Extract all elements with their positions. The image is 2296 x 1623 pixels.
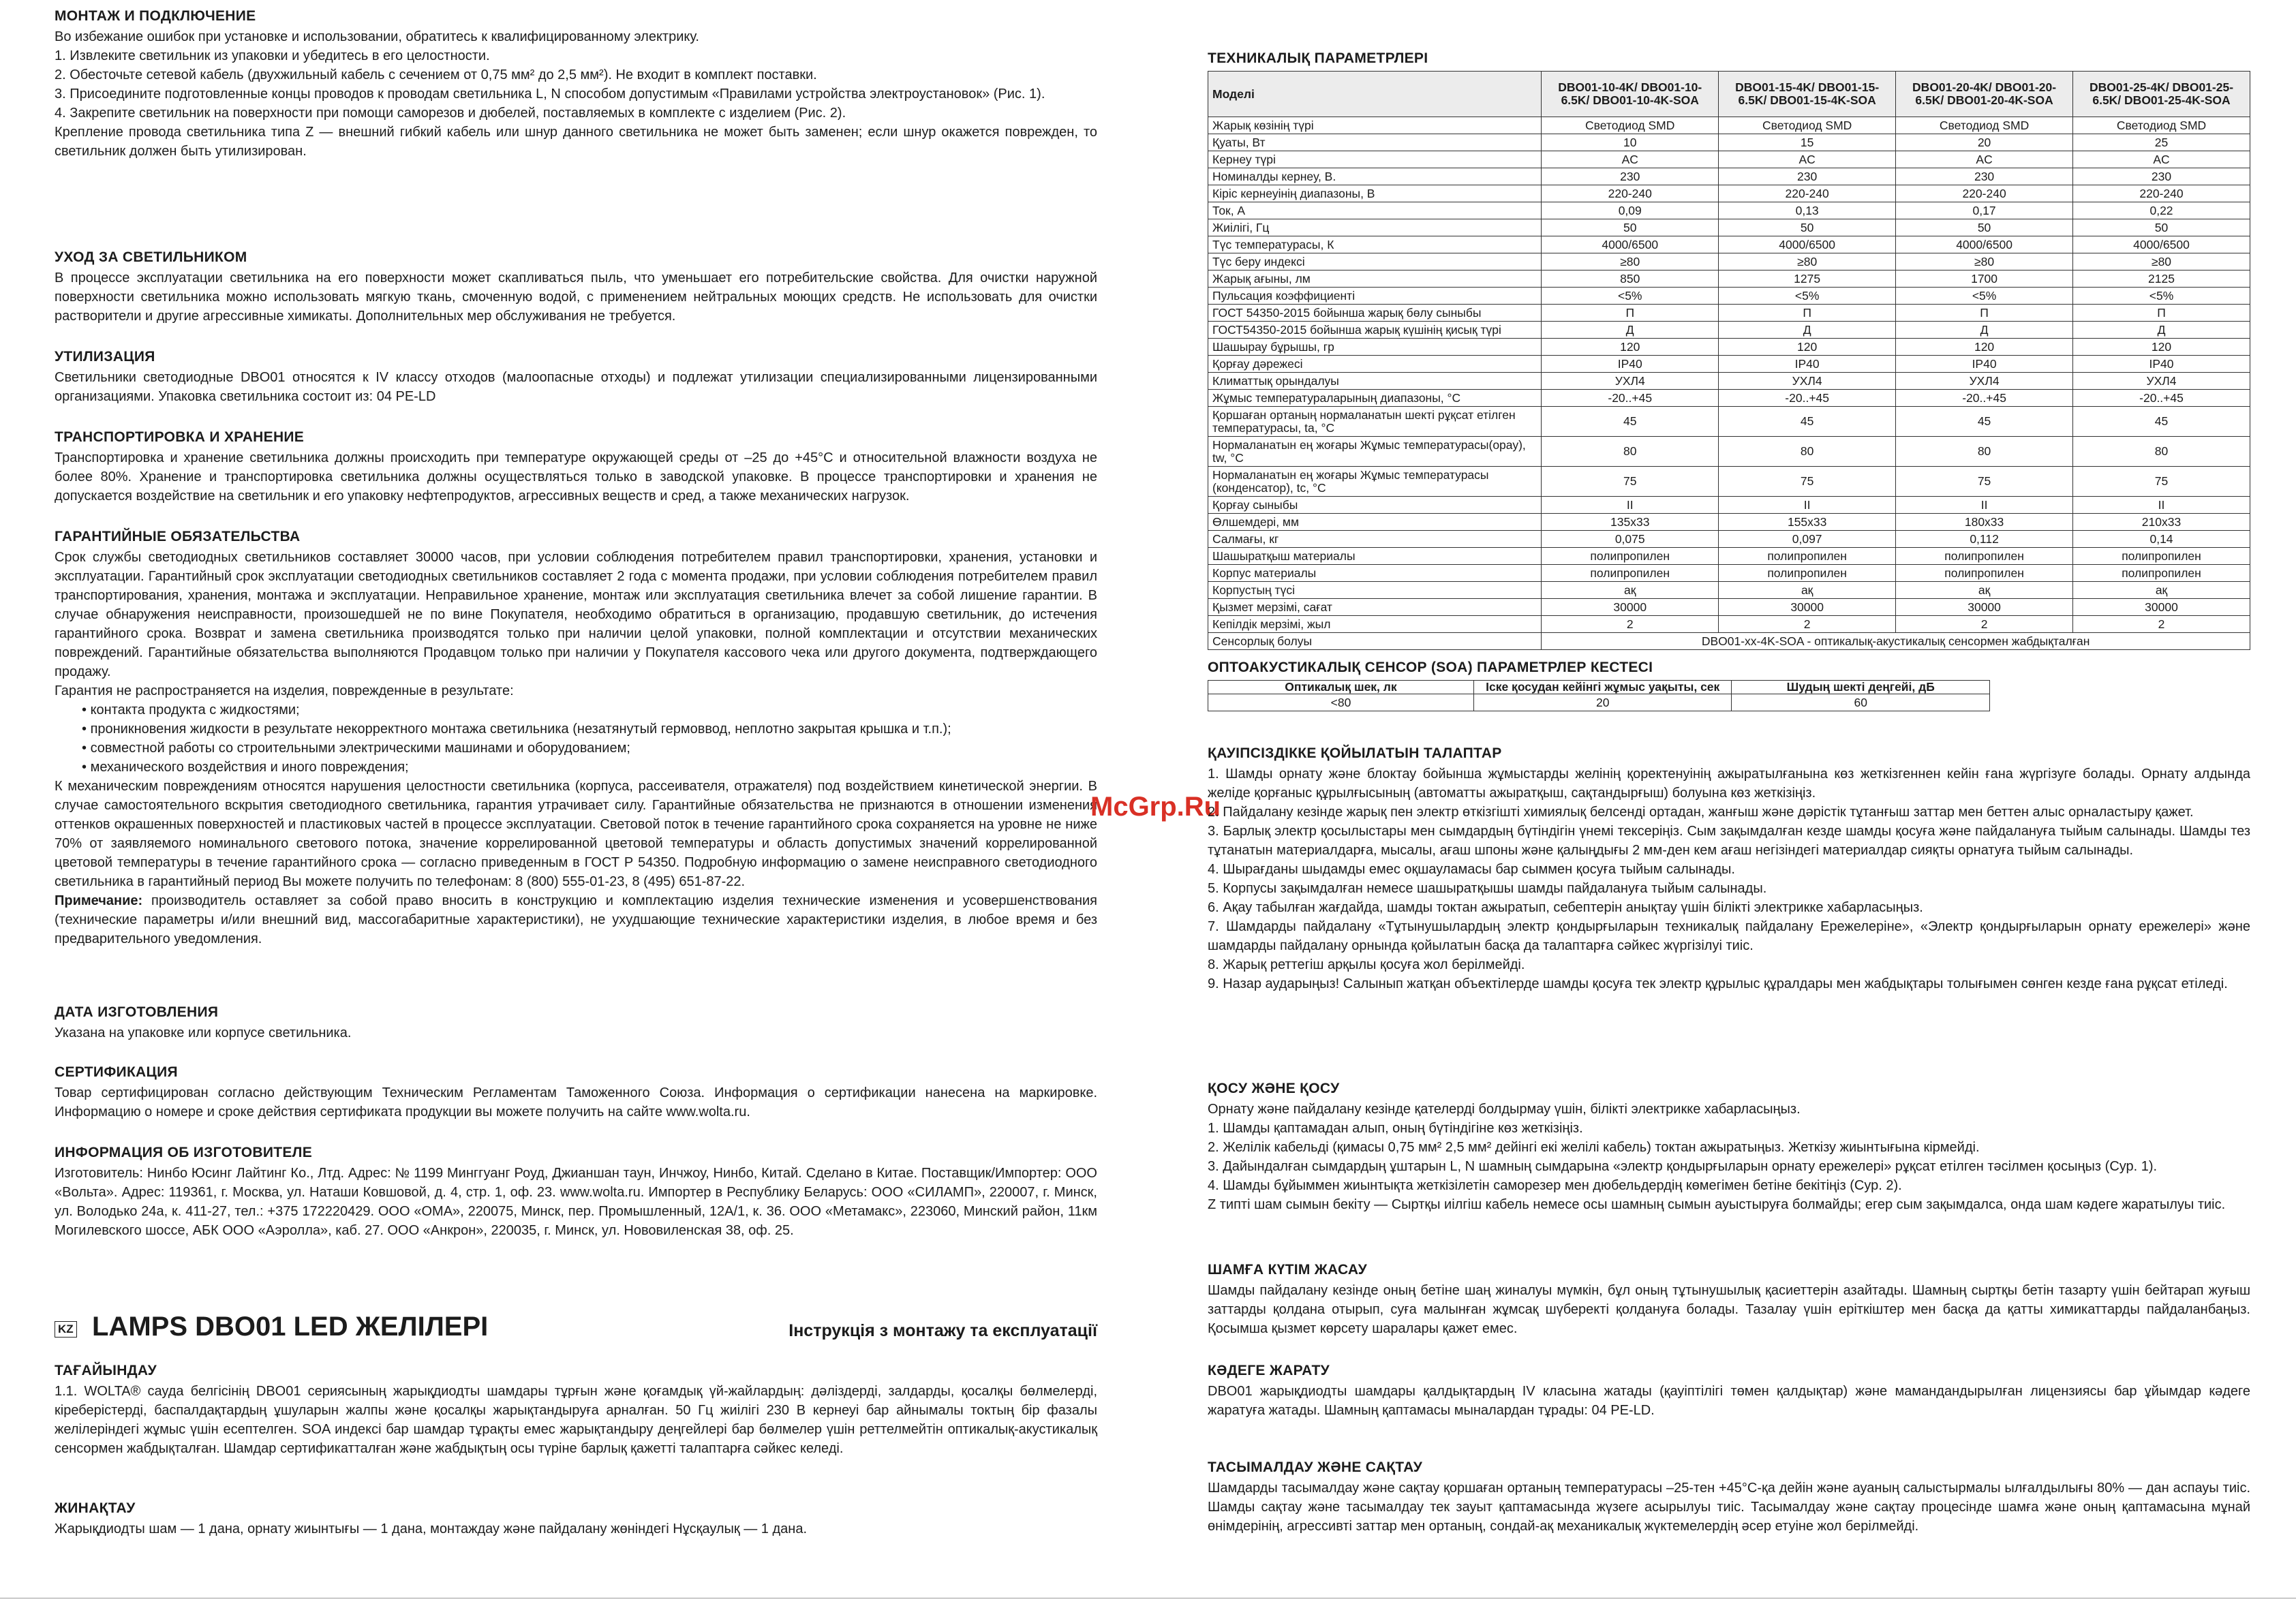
table-cell: <5%	[1542, 288, 1719, 305]
table-row	[1208, 117, 2250, 134]
soa-table	[1208, 680, 1990, 711]
table-row	[1208, 497, 2250, 514]
header-cell: DBO01-15-4K/ DBO01-15-6.5K/ DBO01-15-4K-SOA	[1719, 72, 1896, 117]
table-cell: УХЛ4	[2073, 373, 2250, 390]
table-cell: II	[1896, 497, 2073, 514]
table-cell: 15	[1719, 134, 1896, 151]
list-item: • совместной работы со строительными электрическими машинами и оборудованием;	[82, 739, 1097, 758]
table-cell: 20	[1896, 134, 2073, 151]
table-cell: <5%	[1719, 288, 1896, 305]
table-cell: 0,17	[1896, 202, 2073, 219]
table-row	[1208, 437, 2250, 467]
kz-subtitle: Інструкція з монтажу та експлуатації	[789, 1321, 1097, 1340]
watermark: McGrp.Ru	[1090, 792, 1221, 822]
table-row	[1208, 582, 2250, 599]
section-sert	[55, 1064, 1097, 1122]
row-label: Нормаланатын ең жоғары Жұмыс температурасы(орау), tw, °С	[1208, 437, 1542, 467]
table-cell: IP40	[1896, 356, 2073, 373]
section-zhinaktau	[55, 1500, 1097, 1539]
table-cell: 155x33	[1719, 514, 1896, 531]
table-cell: Светодиод SMD	[1719, 117, 1896, 134]
section-title: ҚАУІПСІЗДІККЕ ҚОЙЫЛАТЫН ТАЛАПТАР	[1208, 745, 1502, 761]
table-row	[1208, 322, 2250, 339]
section-garantiya	[55, 529, 1097, 948]
section-utilizaciya	[55, 349, 1097, 406]
table-row	[1208, 694, 1990, 711]
table-cell: 45	[1542, 407, 1719, 437]
header-cell: Оптикалық шек, лк	[1208, 681, 1474, 694]
table-cell: AC	[1542, 151, 1719, 168]
paragraph: Товар сертифицирован согласно действующим Техническим Регламентам Таможенного Союза. Информация о сертификации нанесена на маркировке. Информацию о номере и сроке действия сертификата продукции вы можете получить на сайте www.wolta.ru.	[55, 1085, 1097, 1119]
table-cell: 4000/6500	[1896, 236, 2073, 253]
table-cell: DBO01-xx-4K-SOA - оптикалық-акустикалық сенсормен жабдықталған	[1542, 633, 2250, 650]
section-info	[55, 1145, 1097, 1240]
section-title: ЖИНАҚТАУ	[55, 1500, 136, 1516]
table-row	[1208, 616, 2250, 633]
paragraph: 3. Барлық электр қосылыстары мен сымдардың бүтіндігін үнемі тексеріңіз. Сым зақымдалған кезде шамды қосуға және пайдалануға тыйым салынады. Шамды тез тұтанатын материалдарға, мысалы, ағаш шпоны және қалыңдығы 2 мм-ден кем ағаш негізіндегі материалдар сияқты орнатуға тыйым салынады.	[1208, 824, 2250, 858]
table-cell: ≥80	[2073, 253, 2250, 270]
section-title: УТИЛИЗАЦИЯ	[55, 349, 155, 365]
table-cell: полипропилен	[1542, 565, 1719, 582]
row-label: Жарық ағыны, лм	[1208, 270, 1542, 288]
row-label: Климаттық орындалуы	[1208, 373, 1542, 390]
table-cell: 0,075	[1542, 531, 1719, 548]
row-label: Номиналды кернеу, В.	[1208, 168, 1542, 185]
tech-table	[1208, 71, 2250, 650]
row-label: ГОСТ 54350-2015 бойынша жарық бөлу сыныбы	[1208, 305, 1542, 322]
table-cell: УХЛ4	[1896, 373, 2073, 390]
table-cell: Д	[1542, 322, 1719, 339]
table-cell: 2	[2073, 616, 2250, 633]
table-cell: IP40	[1719, 356, 1896, 373]
row-label: Кіріс кернеуінің диапазоны, В	[1208, 185, 1542, 202]
table-row	[1208, 253, 2250, 270]
row-label: ГОСТ54350-2015 бойынша жарық күшінің қисық түрі	[1208, 322, 1542, 339]
table-row	[1208, 168, 2250, 185]
table-cell: 4000/6500	[1719, 236, 1896, 253]
section-title: ТАҒАЙЫНДАУ	[55, 1363, 157, 1378]
section-soa	[1208, 660, 2250, 711]
paragraph: 4. Закрепите светильник на поверхности при помощи саморезов и дюбелей, поставляемых в комплекте с изделием (Рис. 2).	[55, 106, 846, 121]
section-title: ОПТОАКУСТИКАЛЫҚ СЕНСОР (SOA) ПАРАМЕТРЛЕР КЕСТЕСІ	[1208, 660, 1653, 675]
table-cell: 30000	[1719, 599, 1896, 616]
paragraph: 2. Обесточьте сетевой кабель (двухжильный кабель с сечением от 0,75 мм² до 2,5 мм²). Не входит в комплект поставки.	[55, 67, 817, 82]
table-cell: 220-240	[1896, 185, 2073, 202]
list-item: • контакта продукта с жидкостями;	[82, 700, 1097, 720]
table-cell: 220-240	[2073, 185, 2250, 202]
paragraph: 2. Желілік кабельді (қимасы 0,75 мм² 2,5 мм² дейінгі екі желілі кабель) токтан ажыратыңыз. Жеткізу жиынтығына кірмейді.	[1208, 1140, 1980, 1155]
table-cell: 4000/6500	[1542, 236, 1719, 253]
table-cell: П	[1719, 305, 1896, 322]
bullet-list	[55, 700, 1097, 777]
table-cell: 45	[1719, 407, 1896, 437]
table-cell: -20..+45	[1542, 390, 1719, 407]
section-title: ТАСЫМАЛДАУ ЖӘНЕ САҚТАУ	[1208, 1459, 1423, 1475]
table-cell: полипропилен	[1719, 548, 1896, 565]
table-cell: AC	[1719, 151, 1896, 168]
section-title: КӘДЕГЕ ЖАРАТУ	[1208, 1363, 1330, 1378]
section-tech	[1208, 50, 2250, 650]
table-cell: 230	[1542, 168, 1719, 185]
section-tagaiyndau	[55, 1363, 1097, 1458]
paragraph: 1. Шамды орнату және блоктау бойынша жұмыстарды желінің қоректенуінің ажыратылғанына көз жеткізгеннен кейін ғана жүргізуге болады. Орнату алдында желіде қорғаныс құрылғысының (автоматты ажыратқыш, сақтандырғыш) болуына көз жеткізіңіз.	[1208, 767, 2250, 801]
paragraph: Транспортировка и хранение светильника должны происходить при температуре окружающей среды от –25 до +45°С и относительной влажности воздуха не более 80%. Хранение и транспортировка светильника должны осуществляться только в заводской упаковке. В процессе транспортировки и хранения не допускается воздействие на светильник и его упаковку нефтепродуктов, агрессивных веществ и сред, а также механических нагрузок.	[55, 450, 1097, 504]
table-cell: 75	[1719, 467, 1896, 497]
table-cell: 75	[1896, 467, 2073, 497]
table-cell: 80	[1542, 437, 1719, 467]
table-row	[1208, 219, 2250, 236]
kz-badge: KZ	[55, 1321, 77, 1338]
table-cell: 2125	[2073, 270, 2250, 288]
table-cell: УХЛ4	[1719, 373, 1896, 390]
table-cell: 45	[2073, 407, 2250, 437]
section-title: ДАТА ИЗГОТОВЛЕНИЯ	[55, 1004, 219, 1020]
paragraph: Во избежание ошибок при установке и использовании, обратитесь к квалифицированному электрику.	[55, 29, 699, 44]
table-cell: 1700	[1896, 270, 2073, 288]
table-cell: УХЛ4	[1542, 373, 1719, 390]
table-cell: 120	[1719, 339, 1896, 356]
table-row	[1208, 548, 2250, 565]
table-cell: ≥80	[1542, 253, 1719, 270]
table-cell: 75	[2073, 467, 2250, 497]
table-cell: 135x33	[1542, 514, 1719, 531]
section-montazh	[55, 8, 1097, 161]
section-title: УХОД ЗА СВЕТИЛЬНИКОМ	[55, 249, 247, 265]
table-cell: 1275	[1719, 270, 1896, 288]
table-cell: 20	[1473, 694, 1732, 711]
row-label: Түс температурасы, К	[1208, 236, 1542, 253]
section-title: ГАРАНТИЙНЫЕ ОБЯЗАТЕЛЬСТВА	[55, 529, 301, 544]
table-row	[1208, 305, 2250, 322]
table-cell: ақ	[1542, 582, 1719, 599]
table-header-row	[1208, 681, 1990, 694]
section-kadege	[1208, 1363, 2250, 1420]
section-transport	[55, 429, 1097, 506]
table-row	[1208, 134, 2250, 151]
row-label: Қызмет мерзімі, сағат	[1208, 599, 1542, 616]
table-cell: 120	[1542, 339, 1719, 356]
table-cell: П	[1542, 305, 1719, 322]
table-cell: полипропилен	[2073, 565, 2250, 582]
row-label: Жарық көзінің түрі	[1208, 117, 1542, 134]
table-row	[1208, 356, 2250, 373]
table-cell: 50	[1719, 219, 1896, 236]
section-title: МОНТАЖ И ПОДКЛЮЧЕНИЕ	[55, 8, 256, 24]
section-title: ҚОСУ ЖӘНЕ ҚОСУ	[1208, 1081, 1340, 1096]
table-row	[1208, 514, 2250, 531]
table-cell: ақ	[2073, 582, 2250, 599]
paragraph: 3. Присоедините подготовленные концы проводов к проводам светильника L, N способом допустимым «Правилами устройства электроустановок» (Рис. 1).	[55, 87, 1045, 102]
table-cell: AC	[2073, 151, 2250, 168]
paragraph: Шамдарды тасымалдау және сақтау қоршаған ортаның температурасы –25-тен +45°С-қа дейін және ауаның салыстырмалы ылғалдылығы 80% — дан аспауы тиіс. Шамды сақтау және тасымалдау тек зауыт қаптамасында жүзеге асырылуы тиіс. Тасымалдау және сақтау процесінде шамға және оның қаптамасына мұнай өнімдерінің, агрессивті заттар мен ортаның, сондай-ақ механикалық жүктемелердің әсер етуіне жол берілмейді.	[1208, 1481, 2250, 1534]
paragraph: К механическим повреждениям относятся нарушения целостности светильника (корпуса, рассеивателя, отражателя) под воздействием кинетической энергии. В случае самостоятельного вскрытия светодиодного светильника, гарантия утрачивает силу. Гарантийные обязательства не признаются в отношении изменения оттенков окрашенных поверхностей и пластиковых частей в процессе эксплуатации. Световой поток в течение гарантийного срока сохраняется на уровне не ниже 70% от заявляемого номинального светового потока, значение коррелированной цветовой температуры и область допустимых значений коррелированной цветовой температуры в течение гарантийного срока — согласно приведенным в ГОСТ Р 54350. Подробную информацию о замене неисправного светодиодного светильника в гарантийный период Вы можете получить по телефонам: 8 (800) 555-01-23, 8 (495) 651-87-22.	[55, 779, 1097, 889]
table-cell: полипропилен	[1896, 565, 2073, 582]
table-row	[1208, 339, 2250, 356]
paragraph: 3. Дайындалған сымдардың ұштарын L, N шамның сымдарына «электр қондырғыларын орнату ережелері» рұқсат етілген тәсілмен қосыңыз (Сур. 1).	[1208, 1159, 2158, 1174]
table-cell: 10	[1542, 134, 1719, 151]
section-kutim	[1208, 1262, 2250, 1338]
paragraph: 4. Шырағданы шыдамды емес оқшауламасы бар сыммен қосуға тыйым салынады.	[1208, 862, 1735, 877]
tech-table-body	[1208, 72, 2250, 650]
header-cell: DBO01-10-4K/ DBO01-10-6.5K/ DBO01-10-4K-SOA	[1542, 72, 1719, 117]
header-cell: DBO01-25-4K/ DBO01-25-6.5K/ DBO01-25-4K-SOA	[2073, 72, 2250, 117]
row-label: Корпустың түсі	[1208, 582, 1542, 599]
table-cell: 0,22	[2073, 202, 2250, 219]
table-cell: 120	[2073, 339, 2250, 356]
table-cell: П	[1896, 305, 2073, 322]
table-cell: 80	[2073, 437, 2250, 467]
table-cell: 0,097	[1719, 531, 1896, 548]
row-label: Сенсорлық болуы	[1208, 633, 1542, 650]
paragraph: Крепление провода светильника типа Z — внешний гибкий кабель или шнур данного светильника не может быть заменен; если шнур окажется поврежден, то светильник должен быть утилизирован.	[55, 125, 1097, 159]
row-label: Жұмыс температураларының диапазоны, °С	[1208, 390, 1542, 407]
table-cell: 30000	[2073, 599, 2250, 616]
table-row	[1208, 202, 2250, 219]
paragraph: В процессе эксплуатации светильника на его поверхности может скапливаться пыль, что уменьшает его потребительские свойства. Для очистки наружной поверхности светильника можно использовать мягкую ткань, смоченную водой, с применением нейтральных моющих средств. Не использовать для очистки растворители и другие агрессивные химикаты. Дополнительных мер обслуживания не требуется.	[55, 270, 1097, 324]
table-cell: 850	[1542, 270, 1719, 288]
row-label: Қорғау дәрежесі	[1208, 356, 1542, 373]
header-cell: Моделі	[1208, 72, 1542, 117]
paragraph: Гарантия не распространяется на изделия, поврежденные в результате:	[55, 683, 514, 698]
row-label: Кернеу түрі	[1208, 151, 1542, 168]
table-cell: полипропилен	[1719, 565, 1896, 582]
table-cell: ақ	[1719, 582, 1896, 599]
row-label: Қуаты, Вт	[1208, 134, 1542, 151]
list-item: • механического воздействия и иного повреждения;	[82, 758, 1097, 777]
table-cell: -20..+45	[2073, 390, 2250, 407]
section-title: ТРАНСПОРТИРОВКА И ХРАНЕНИЕ	[55, 429, 305, 445]
table-cell: 50	[1896, 219, 2073, 236]
table-cell: П	[2073, 305, 2250, 322]
table-cell: <5%	[2073, 288, 2250, 305]
table-cell: IP40	[1542, 356, 1719, 373]
table-cell: 220-240	[1542, 185, 1719, 202]
table-cell: ≥80	[1719, 253, 1896, 270]
table-cell: -20..+45	[1719, 390, 1896, 407]
paragraph: 9. Назар аударыңыз! Салынып жатқан объектілерде шамды қосуға тек электр құрылыс құралдары мен жабдықтары толығымен сөнген кезде ғана рұқсат етіледі.	[1208, 976, 2228, 991]
table-cell: ≥80	[1896, 253, 2073, 270]
section-title: ИНФОРМАЦИЯ ОБ ИЗГОТОВИТЕЛЕ	[55, 1145, 313, 1160]
table-cell: 4000/6500	[2073, 236, 2250, 253]
row-label: Корпус материалы	[1208, 565, 1542, 582]
table-cell: 2	[1719, 616, 1896, 633]
table-cell: IP40	[2073, 356, 2250, 373]
paragraph: Светильники светодиодные DBO01 относятся к IV классу отходов (малоопасные отходы) и подлежат утилизации специализированными лицензированными организациями. Упаковка светильника состоит из: 04 PE-LD	[55, 370, 1097, 404]
row-label: Қоршаған ортаның нормаланатын шекті рұқсат етілген температурасы, ta, °С	[1208, 407, 1542, 437]
table-row	[1208, 467, 2250, 497]
row-label: Шашырау бұрышы, гр	[1208, 339, 1542, 356]
table-cell: 230	[1896, 168, 2073, 185]
kz-header	[55, 1312, 1097, 1352]
section-tasymaldau	[1208, 1459, 2250, 1536]
table-cell: Д	[1719, 322, 1896, 339]
table-cell: 80	[1719, 437, 1896, 467]
table-cell: полипропилен	[1542, 548, 1719, 565]
table-cell: Светодиод SMD	[1896, 117, 2073, 134]
row-label: Жиілігі, Гц	[1208, 219, 1542, 236]
section-data	[55, 1004, 1097, 1042]
table-row	[1208, 633, 2250, 650]
table-cell: 120	[1896, 339, 2073, 356]
table-cell: <5%	[1896, 288, 2073, 305]
paragraph: 7. Шамдарды пайдалану «Тұтынушылардың электр қондырғыларын техникалық пайдалану Ережелеріне», «Электр қондырғыларын орнату ережелері» және шамдарды пайдалану орнында қойылатын басқа да талаптарға сәйкес жүргізілуі тиіс.	[1208, 919, 2250, 953]
table-row	[1208, 565, 2250, 582]
table-cell: <80	[1208, 694, 1474, 711]
paragraph: Z типті шам сымын бекіту — Сыртқы иілгіш кабель немесе осы шамның сымын ауыстыруға болмайды; егер сым зақымдалса, онда шам кәдеге жаратылуы тиіс.	[1208, 1197, 2226, 1212]
paragraph: 6. Ақау табылған жағдайда, шамды токтан ажыратып, себептерін анықтау үшін білікті электрикке хабарласыңыз.	[1208, 900, 1923, 915]
table-row	[1208, 531, 2250, 548]
table-cell: 0,14	[2073, 531, 2250, 548]
table-row	[1208, 599, 2250, 616]
list-item: • проникновения жидкости в результате некорректного монтажа светильника (незатянутый гермоввод, неплотно закрытая крышка и т.п.);	[82, 720, 1097, 739]
row-label: Салмағы, кг	[1208, 531, 1542, 548]
paragraph: 1. Шамды қаптамадан алып, оның бүтіндігіне көз жеткізіңіз.	[1208, 1121, 1583, 1136]
table-cell: 230	[2073, 168, 2250, 185]
table-cell: 220-240	[1719, 185, 1896, 202]
paragraph: Изготовитель: Нинбо Юсинг Лайтинг Ко., Лтд. Адрес: № 1199 Минггуанг Роуд, Джианшан таун, Инчжоу, Нинбо, Китай. Сделано в Китае. Поставщик/Импортер: ООО «Вольта». Адрес: 119361, г. Москва, ул. Наташи Ковшовой, д. 4, стр. 1, оф. 23. www.wolta.ru. Импортер в Республику Беларусь: ООО «СИЛАМП», 220007, г. Минск, ул. Володько 24а, к. 411-27, тел.: +375 172220429. ООО «ОМА», 220075, Минск, пер. Промышленный, 12А/1, к. 36. ООО «Метамакс», 223060, Минский район, 11км Могилевского шоссе, АБК ООО «Аэролла», каб. 27. ООО «Анкрон», 220035, г. Минск, ул. Нововиленская 38, оф. 25.	[55, 1166, 1097, 1238]
row-label: Пульсация коэффициенті	[1208, 288, 1542, 305]
table-cell: 0,09	[1542, 202, 1719, 219]
table-cell: 2	[1542, 616, 1719, 633]
table-cell: 60	[1732, 694, 1990, 711]
section-kosu	[1208, 1081, 2250, 1214]
kz-title: LAMPS DBO01 LED ЖЕЛІЛЕРІ	[92, 1312, 489, 1342]
row-label: Түс беру индексі	[1208, 253, 1542, 270]
paragraph: 4. Шамды бұйыммен жиынтықта жеткізілетін саморезер мен дюбельдердің көмегімен бетіне бекітіңіз (Сур. 2).	[1208, 1178, 1902, 1193]
table-cell: 45	[1896, 407, 2073, 437]
section-uhod	[55, 249, 1097, 326]
paragraph: Жарықдиодты шам — 1 дана, орнату жиынтығы — 1 дана, монтаждау және пайдалану жөніндегі Нұсқаулық — 1 дана.	[55, 1521, 807, 1536]
table-row	[1208, 270, 2250, 288]
section-title: СЕРТИФИКАЦИЯ	[55, 1064, 178, 1080]
table-cell: 0,112	[1896, 531, 2073, 548]
paragraph: Срок службы светодиодных светильников составляет 30000 часов, при условии соблюдения потребителем правил транспортировки, хранения, установки и эксплуатации. Гарантийный срок эксплуатации светодиодных светильников составляет 2 года с момента продажи, при условии соблюдения потребителем правил транспортирования, хранения, монтажа и эксплуатации. Неправильное хранение, монтаж или эксплуатация светильника влечет за собой лишение гарантии. В случае обнаружения неисправности, произошедшей не по вине Покупателя, необходимо обратиться в организацию, продавшую светильник, до истечения гарантийного срока. Возврат и замена светильника производятся только при наличии целой упаковки, полной комплектации и отсутствии механических повреждений. Гарантийные обязательства выполняются Продавцом только при наличии у Покупателя кассового чека или другого документа, подтверждающего продажу.	[55, 550, 1097, 679]
table-row	[1208, 407, 2250, 437]
table-cell: 210x33	[2073, 514, 2250, 531]
table-cell: 50	[1542, 219, 1719, 236]
table-cell: 180x33	[1896, 514, 2073, 531]
table-cell: Светодиод SMD	[2073, 117, 2250, 134]
paragraph: Орнату және пайдалану кезінде қателерді болдырмау үшін, білікті электрикке хабарласыңыз.	[1208, 1102, 1801, 1117]
paragraph: 8. Жарық реттегіш арқылы қосуға жол берілмейді.	[1208, 957, 1525, 972]
table-cell: II	[1542, 497, 1719, 514]
table-cell: -20..+45	[1896, 390, 2073, 407]
table-cell: Д	[2073, 322, 2250, 339]
paragraph: Шамды пайдалану кезінде оның бетіне шаң жиналуы мүмкін, бұл оның тұтынушылық қасиеттерін азайтады. Шамның сыртқы бетін тазарту үшін бейтарап жуғыш заттарды қолдана отырып, суға малынған жұмсақ шүберекті қолдануға болады. Тазалау үшін еріткіштер мен басқа да қатты химикаттарды пайдаланбаңыз. Қосымша қызмет көрсету шаралары қажет емес.	[1208, 1283, 2250, 1336]
note-label: Примечание:	[55, 893, 143, 908]
table-row	[1208, 236, 2250, 253]
table-row	[1208, 390, 2250, 407]
paragraph: 2. Пайдалану кезінде жарық пен электр өткізгішті химиялық белсенді ортадан, жанғыш және дәрістік тұтанғыш заттар мен беттен алыс орналастыру қажет.	[1208, 805, 2194, 820]
row-label: Ток, А	[1208, 202, 1542, 219]
paragraph: 1.1. WOLTA® сауда белгісінің DBO01 сериясының жарықдиодты шамдары тұрғын және қоғамдық үй-жайлардың: дәліздерді, залдарды, қосалқы бөлмелерді, кіреберістерді, баспалдақтардың ұшуларын жалпы және қосалқы жарықтандыруға арналған. 50 Гц жиілігі 230 В кернеуі бар айнымалы токтың бір фазалы желілеріндегі жұмыс үшін есептелген. SOA индексі бар шамдар тұрақты емес жарықтандыру деңгейлері бар бөлмелер үшін реттелмейтін оптикалық-акустикалық сенсормен жабдықталған. Шамдар сертификатталған және жабдықтың осы түріне барлық қажетті талаптарға сәйкес келеді.	[55, 1384, 1097, 1456]
paragraph: 1. Извлеките светильник из упаковки и убедитесь в его целостности.	[55, 48, 490, 63]
table-row	[1208, 373, 2250, 390]
row-label: Кепілдік мерзімі, жыл	[1208, 616, 1542, 633]
table-cell: полипропилен	[2073, 548, 2250, 565]
table-header-row	[1208, 72, 2250, 117]
header-cell: Іске қосудан кейінгі жұмыс уақыты, сек	[1473, 681, 1732, 694]
note	[55, 891, 1097, 948]
row-label: Шашыратқыш материалы	[1208, 548, 1542, 565]
table-cell: 50	[2073, 219, 2250, 236]
paragraph: DBO01 жарықдиодты шамдары қалдықтардың IV класына жатады (қауіптілігі төмен қалдықтар) және мамандандырылған лицензиясы бар ұйымдар кәдеге жаратуға жатады. Шамның қаптамасы мыналардан тұрады: 04 PE-LD.	[1208, 1384, 2250, 1418]
table-row	[1208, 151, 2250, 168]
table-cell: II	[1719, 497, 1896, 514]
table-cell: 75	[1542, 467, 1719, 497]
section-kauipsizdik	[1208, 745, 2250, 993]
paragraph: 5. Корпусы зақымдалған немесе шашыратқышы шамды пайдалануға тыйым салынады.	[1208, 881, 1767, 896]
table-cell: ақ	[1896, 582, 2073, 599]
section-title: ШАМҒА КҮТІМ ЖАСАУ	[1208, 1262, 1367, 1278]
table-cell: II	[2073, 497, 2250, 514]
table-cell: полипропилен	[1896, 548, 2073, 565]
table-cell: 230	[1719, 168, 1896, 185]
header-cell: Шудың шекті деңгейі, дБ	[1732, 681, 1990, 694]
table-cell: 80	[1896, 437, 2073, 467]
table-row	[1208, 288, 2250, 305]
table-cell: Д	[1896, 322, 2073, 339]
table-cell: 2	[1896, 616, 2073, 633]
table-row	[1208, 185, 2250, 202]
table-cell: 0,13	[1719, 202, 1896, 219]
note-text: производитель оставляет за собой право вносить в конструкцию и комплектацию изделия технические изменения и усовершенствования (технические параметры и/или внешний вид, массогабаритные характеристики), не ухудшающие технические характеристики изделия, в любое время и без предварительного уведомления.	[55, 893, 1097, 946]
row-label: Нормаланатын ең жоғары Жұмыс температурасы (конденсатор), tc, °С	[1208, 467, 1542, 497]
paragraph: Указана на упаковке или корпусе светильника.	[55, 1025, 352, 1040]
table-cell: 25	[2073, 134, 2250, 151]
table-cell: AC	[1896, 151, 2073, 168]
table-cell: Светодиод SMD	[1542, 117, 1719, 134]
header-cell: DBO01-20-4K/ DBO01-20-6.5K/ DBO01-20-4K-SOA	[1896, 72, 2073, 117]
table-cell: 30000	[1542, 599, 1719, 616]
table-cell: 30000	[1896, 599, 2073, 616]
section-title: ТЕХНИКАЛЫҚ ПАРАМЕТРЛЕРІ	[1208, 50, 1428, 66]
row-label: Қорғау сыныбы	[1208, 497, 1542, 514]
row-label: Өлшемдері, мм	[1208, 514, 1542, 531]
